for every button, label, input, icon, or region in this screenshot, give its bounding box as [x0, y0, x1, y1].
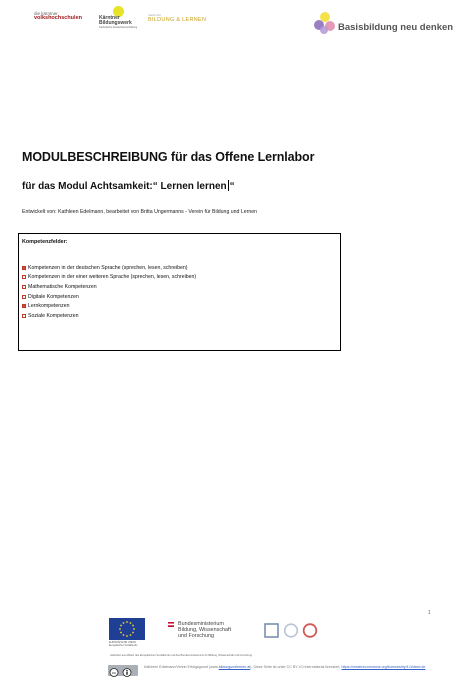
eu-logo — [109, 618, 149, 652]
competence-label: Soziale Kompetenzen — [28, 312, 79, 319]
competence-item[interactable] — [22, 283, 196, 290]
subtitle-text: für das Modul Achtsamkeit:“ Lernen lernen — [22, 181, 227, 192]
competence-item[interactable] — [22, 303, 196, 310]
unchecked-checkbox[interactable] — [22, 314, 26, 318]
license-text-1: Kathleen Edelmann/Verein Erfolgsgrund (www. — [144, 665, 219, 669]
kbw-logo-line3: Katholische Erwachsenenbildung — [99, 26, 138, 29]
vhs-logo-line2: volkshochschulen — [34, 15, 82, 21]
competence-item[interactable] — [22, 312, 196, 319]
basisbildung-logo-circles — [313, 11, 337, 35]
unchecked-checkbox[interactable] — [22, 285, 26, 289]
license-text — [144, 665, 456, 670]
competences-title: Kompetenzfelder: — [22, 239, 68, 245]
basisbildung-logo — [313, 11, 453, 35]
text-cursor — [228, 180, 229, 191]
competence-item[interactable] — [22, 274, 196, 281]
competences-box — [18, 233, 341, 351]
bl-logo-line2: Verein für — [148, 13, 161, 17]
competence-label: Digitale Kompetenzen — [28, 293, 79, 300]
austria-flag-icon — [168, 622, 174, 627]
bildung-lernen-logo — [148, 13, 214, 23]
ministry-line1: Bundesministerium — [178, 621, 224, 627]
page-number: 1 — [428, 610, 431, 616]
document-title: MODULBESCHREIBUNG für das Offene Lernlabor — [22, 150, 315, 164]
eu-label-2: Europäischer Sozialfonds — [109, 644, 138, 647]
kbw-logo — [99, 6, 141, 34]
competence-label: Kompetenzen in der deutschen Sprache (sprechen, lesen, schreiben) — [28, 264, 188, 271]
checked-checkbox[interactable] — [22, 304, 26, 308]
cc-icon — [108, 667, 138, 678]
checked-checkbox[interactable] — [22, 266, 26, 270]
competence-label: Lernkompetenzen — [28, 303, 70, 310]
unchecked-checkbox[interactable] — [22, 295, 26, 299]
svg-text:cc: cc — [112, 670, 116, 675]
competences-list — [22, 264, 196, 319]
license-link-website[interactable]: bildungundlernen.at — [218, 665, 251, 669]
funding-note: Gefördert aus Mitteln des Europäischen Sozialfonds und des Bundesministeriums für Bildung, Wissenschaft und Forschung — [110, 654, 252, 657]
competence-label: Mathematische Kompetenzen — [28, 283, 97, 290]
kbw-logo-line2: Bildungswerk — [99, 20, 132, 26]
eu-flag-icon — [109, 618, 145, 640]
license-text-2: ). Diese Seite ist unter CC BY 4.0 International lizenziert. — [250, 665, 341, 669]
vhs-logo-line1: die kärntner — [34, 11, 58, 16]
bl-logo-line1: BILDUNG & LERNEN — [148, 17, 207, 23]
partner-shapes-logo — [264, 623, 320, 639]
competence-label: Kompetenzen in der einer weiteren Sprache (sprechen, lesen, schreiben) — [28, 274, 197, 281]
subtitle-closing-quote: “ — [229, 181, 235, 192]
unchecked-checkbox[interactable] — [22, 275, 26, 279]
author-line: Entwickelt von: Kathleen Edelmann, bearbeitet von Britta Ungermanns - Verein für Bildung und Lernen — [22, 209, 258, 215]
competence-item[interactable] — [22, 293, 196, 300]
basisbildung-logo-text: Basisbildung neu denken — [338, 22, 454, 33]
competence-item[interactable] — [22, 264, 196, 271]
document-subtitle — [22, 180, 235, 192]
eu-label-1: EUROPÄISCHE UNION — [109, 641, 136, 644]
ministry-line3: und Forschung — [178, 633, 214, 639]
cc-by-badge — [108, 665, 138, 676]
license-link-cc[interactable]: https://creativecommons.org/licenses/by/4.0/deed.de — [341, 665, 426, 669]
kbw-logo-line1: Kärntner — [99, 15, 120, 21]
ministry-line2: Bildung, Wissenschaft — [178, 627, 232, 633]
vhs-logo — [34, 11, 86, 21]
